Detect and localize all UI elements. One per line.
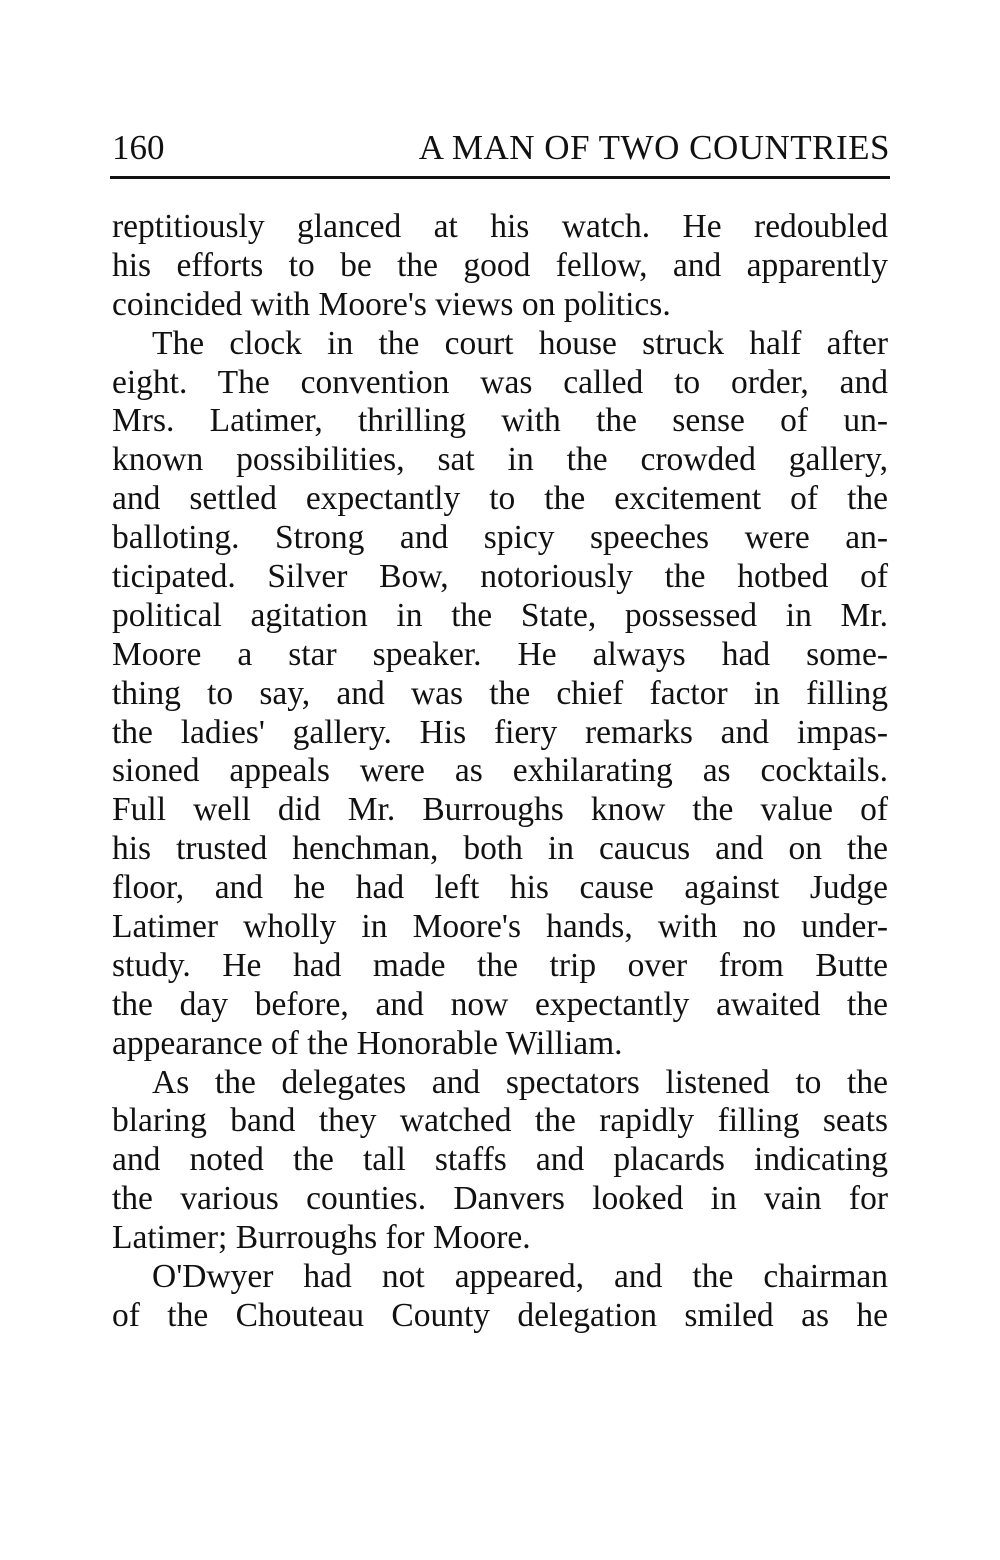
text-line: The clock in the court house struck half after [152,324,888,362]
text-line: balloting. Strong and spicy speeches were an- [112,519,888,557]
text-line: Full well did Mr. Burroughs know the value of [112,791,888,829]
page-body-text [112,208,888,1336]
running-title: A MAN OF TWO COUNTRIES [418,128,890,167]
text-line: floor, and he had left his cause against Judge [112,869,888,907]
text-line: ticipated. Silver Bow, notoriously the hotbed of [112,558,888,596]
text-line: eight. The convention was called to order, and [112,363,888,401]
text-line: and settled expectantly to the excitement of the [112,480,888,518]
text-line: O'Dwyer had not appeared, and the chairman [152,1258,888,1296]
text-line: political agitation in the State, possessed in Mr. [112,596,888,634]
text-line: study. He had made the trip over from Butte [112,946,888,984]
text-line: known possibilities, sat in the crowded gallery, [112,441,888,479]
text-line: Latimer; Burroughs for Moore. [112,1219,531,1257]
text-line: As the delegates and spectators listened to the [152,1063,888,1101]
text-line: the ladies' gallery. His fiery remarks and impas- [112,713,888,751]
header-rule [110,176,890,179]
text-line: thing to say, and was the chief factor in filling [112,674,888,712]
text-line: blaring band they watched the rapidly filling seats [112,1102,888,1140]
text-line: and noted the tall staffs and placards indicating [112,1141,888,1179]
page-number: 160 [112,128,165,167]
text-line: his efforts to be the good fellow, and apparently [112,246,888,284]
text-line: his trusted henchman, both in caucus and on the [112,830,888,868]
text-line: Mrs. Latimer, thrilling with the sense of un- [112,402,888,440]
text-line: appearance of the Honorable William. [112,1024,623,1062]
text-line: of the Chouteau County delegation smiled as he [112,1296,888,1334]
text-line: Latimer wholly in Moore's hands, with no under- [112,908,888,946]
text-line: Moore a star speaker. He always had some- [112,635,888,673]
text-line: sioned appeals were as exhilarating as cocktails. [112,752,888,790]
running-header [112,128,890,172]
text-line: reptitiously glanced at his watch. He redoubled [112,208,888,245]
text-line: the day before, and now expectantly awaited the [112,985,888,1023]
text-line: coincided with Moore's views on politics. [112,285,671,323]
text-line: the various counties. Danvers looked in vain for [112,1180,888,1218]
